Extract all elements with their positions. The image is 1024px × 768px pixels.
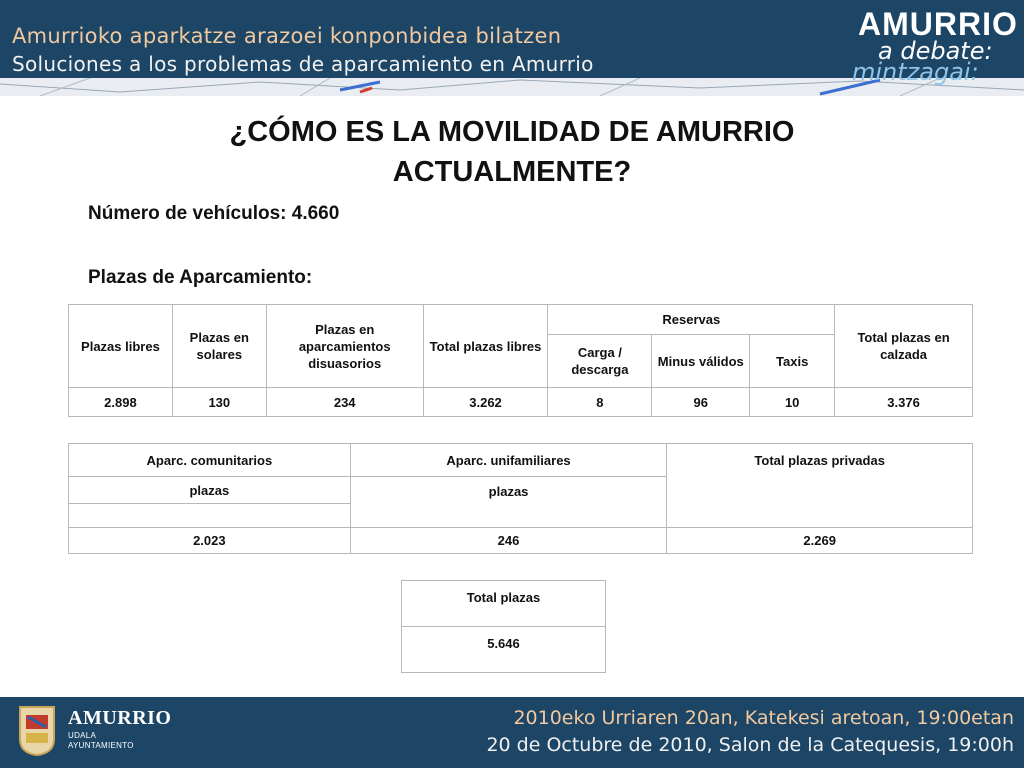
logo-subtitle-es: a debate: (878, 37, 993, 65)
header-basque-line: Amurrioko aparkatze arazoei konponbidea bilatzen (12, 24, 562, 48)
table-cell: 246 (350, 528, 667, 554)
footer-logo-udala: UDALA (68, 731, 97, 740)
header-plazas-libres: Plazas libres (69, 305, 173, 388)
header-spanish-line: Soluciones a los problemas de aparcamiento en Amurrio (12, 52, 594, 76)
header-minus: Minus válidos (652, 335, 750, 388)
header-unifamiliares: Aparc. unifamiliares (350, 444, 667, 477)
total-parking-table (401, 580, 606, 673)
empty-cell (69, 504, 351, 528)
table-row (69, 388, 973, 417)
table-cell: 2.898 (69, 388, 173, 417)
footer-logo-ayuntamiento: AYUNTAMIENTO (68, 741, 134, 750)
private-parking-table (68, 443, 973, 554)
vehicles-count: Número de vehículos: 4.660 (88, 203, 340, 224)
logo-subtitle-eu: mintzagai: (852, 58, 979, 86)
parking-heading: Plazas de Aparcamiento: (88, 267, 313, 288)
table-cell: 130 (172, 388, 266, 417)
table-cell: 10 (750, 388, 835, 417)
table-cell: 96 (652, 388, 750, 417)
table-cell: 2.023 (69, 528, 351, 554)
footer-logo-title: AMURRIO (68, 707, 172, 729)
footer-banner (0, 697, 1024, 768)
table-cell: 5.646 (402, 627, 606, 673)
header-comunitarios: Aparc. comunitarios (69, 444, 351, 477)
table-cell: 234 (266, 388, 423, 417)
header-banner (0, 0, 1024, 96)
header-plazas-solares: Plazas en solares (172, 305, 266, 388)
logo-title: AMURRIO (858, 6, 1018, 42)
footer-basque-date: 2010eko Urriaren 20an, Katekesi aretoan, 19:00etan (513, 707, 1014, 729)
title-line-1: ¿CÓMO ES LA MOVILIDAD DE AMURRIO (229, 116, 795, 148)
header-reservas: Reservas (548, 305, 835, 335)
amurrio-debate-logo (852, 6, 1020, 94)
title-line-2: ACTUALMENTE? (392, 156, 632, 188)
table-cell: 3.262 (423, 388, 548, 417)
page-title (100, 112, 924, 192)
table-row (69, 528, 973, 554)
header-plazas-unifamiliares: plazas (350, 477, 667, 528)
header-carga: Carga / descarga (548, 335, 652, 388)
coat-of-arms-icon (18, 705, 56, 757)
header-taxis: Taxis (750, 335, 835, 388)
table-cell: 3.376 (835, 388, 973, 417)
header-total-plazas: Total plazas (402, 581, 606, 627)
footer-spanish-date: 20 de Octubre de 2010, Salon de la Catequesis, 19:00h (486, 734, 1014, 756)
header-plazas-disuasorios: Plazas en aparcamientos disuasorios (266, 305, 423, 388)
header-total-calzada: Total plazas en calzada (835, 305, 973, 388)
table-cell: 8 (548, 388, 652, 417)
table-cell: 2.269 (667, 528, 973, 554)
header-total-privadas: Total plazas privadas (667, 444, 973, 528)
header-plazas-comunitarios: plazas (69, 477, 351, 504)
header-total-libres: Total plazas libres (423, 305, 548, 388)
street-parking-table (68, 304, 973, 417)
